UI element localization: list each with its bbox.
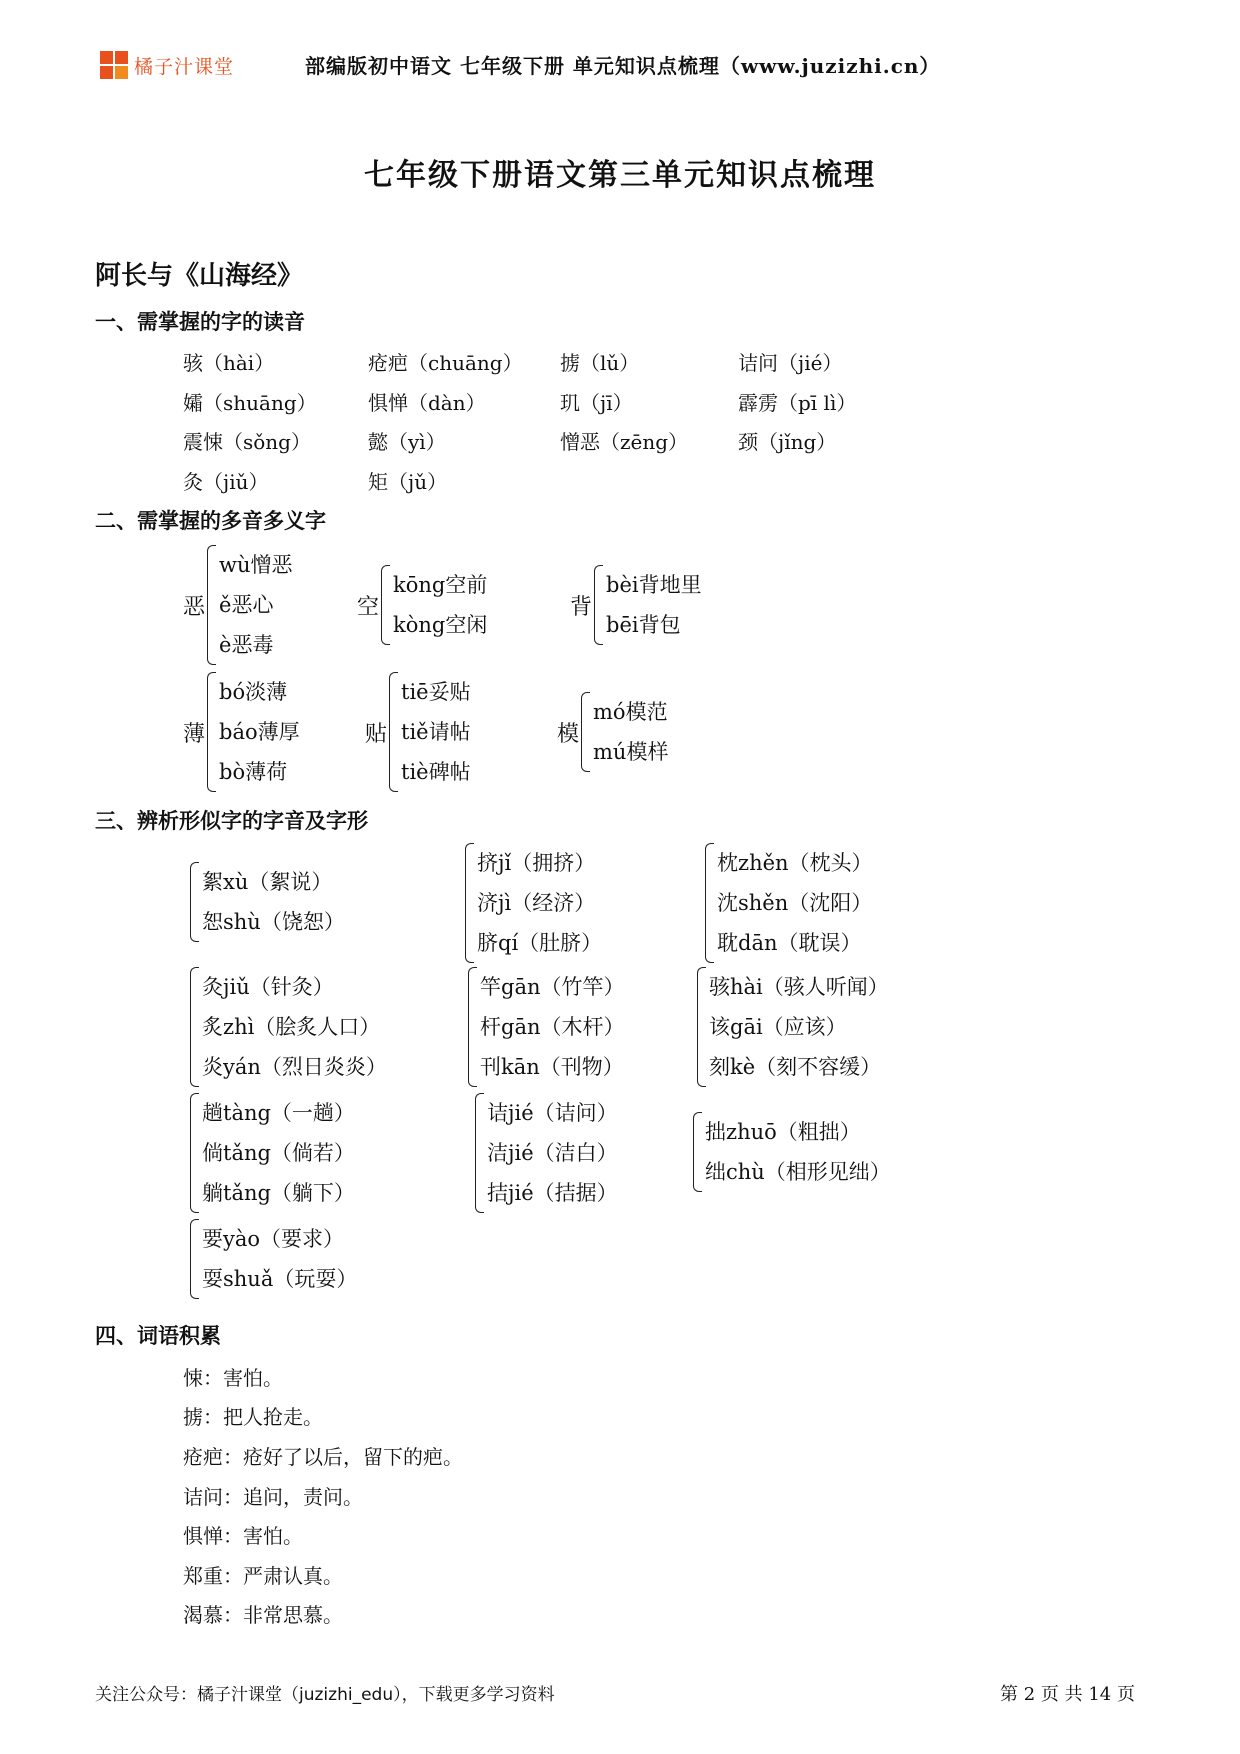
polyphone-group <box>183 545 293 665</box>
reading-item: 矩（jǔ） <box>368 470 448 494</box>
brace <box>207 545 216 665</box>
polyphone-item: wù憎恶 <box>219 553 293 577</box>
lesson-title: 阿长与《山海经》 <box>95 261 304 291</box>
similar-item: 骇hài（骇人听闻） <box>709 975 889 999</box>
reading-item: 疮疤（chuāng） <box>368 351 523 375</box>
similar-item: 拮jié（拮据） <box>487 1181 618 1205</box>
similar-item: 枕zhěn（枕头） <box>717 851 873 875</box>
reading-item: 孀（shuāng） <box>183 391 317 415</box>
similar-group <box>190 1093 355 1213</box>
reading-item: 惧惮（dàn） <box>368 391 486 415</box>
section-heading-similar-chars: 三、辨析形似字的字音及字形 <box>95 808 368 833</box>
polyphone-item: ě恶心 <box>219 593 274 617</box>
reading-item: 颈（jǐng） <box>738 430 837 454</box>
similar-item: 倘tǎng（倘若） <box>202 1141 355 1165</box>
polyphone-item: tiě请帖 <box>401 720 471 744</box>
brace <box>190 1219 199 1299</box>
polyphone-group <box>557 692 668 772</box>
similar-item: 拙zhuō（粗拙） <box>705 1120 861 1144</box>
similar-item: 恕shù（饶恕） <box>202 910 345 934</box>
polyphone-char: 贴 <box>365 721 388 747</box>
similar-item: 要yào（要求） <box>202 1227 345 1251</box>
brace <box>581 692 590 772</box>
polyphone-item: bēi背包 <box>606 613 681 637</box>
reading-item: 霹雳（pī lì） <box>738 391 857 415</box>
vocab-item: 渴慕：非常思慕。 <box>183 1603 343 1627</box>
similar-item: 絮xù（絮说） <box>202 870 333 894</box>
footer-promo: 关注公众号：橘子汁课堂（juzizhi_edu），下载更多学习资料 <box>95 1685 555 1705</box>
polyphone-char: 模 <box>557 721 580 747</box>
similar-item: 脐qí（肚脐） <box>477 931 603 955</box>
similar-item: 趟tàng（一趟） <box>202 1101 355 1125</box>
similar-item: 躺tǎng（躺下） <box>202 1181 355 1205</box>
page-number: 第 2 页 共 14 页 <box>1000 1684 1135 1705</box>
similar-group <box>190 1219 357 1299</box>
similar-group <box>697 967 889 1087</box>
similar-item: 济jì（经济） <box>477 891 596 915</box>
reading-item: 骇（hài） <box>183 351 275 375</box>
page-title: 七年级下册语文第三单元知识点梳理 <box>364 158 876 193</box>
section-heading-readings: 一、需掌握的字的读音 <box>95 309 305 334</box>
brace <box>693 1112 702 1192</box>
similar-item: 洁jié（洁白） <box>487 1141 618 1165</box>
logo-icon <box>100 51 128 79</box>
polyphone-item: tiē妥贴 <box>401 680 471 704</box>
brace <box>190 1093 199 1213</box>
similar-group <box>468 967 625 1087</box>
similar-item: 绌chù（相形见绌） <box>705 1160 891 1184</box>
similar-group <box>190 967 387 1087</box>
similar-item: 灸jiǔ（针灸） <box>202 975 334 999</box>
vocab-item: 诘问：追问，责问。 <box>183 1485 363 1509</box>
similar-group <box>705 843 873 963</box>
section-heading-polyphones: 二、需掌握的多音多义字 <box>95 508 326 533</box>
reading-item: 诘问（jié） <box>738 351 843 375</box>
polyphone-item: mú模样 <box>593 740 669 764</box>
brace <box>705 843 714 963</box>
vocab-item: 郑重：严肃认真。 <box>183 1564 343 1588</box>
polyphone-char: 空 <box>357 594 380 620</box>
polyphone-group <box>570 565 702 645</box>
similar-item: 诘jié（诘问） <box>487 1101 618 1125</box>
brace <box>190 967 199 1087</box>
section-heading-vocab: 四、词语积累 <box>95 1323 221 1348</box>
polyphone-item: è恶毒 <box>219 633 274 657</box>
reading-item: 懿（yì） <box>368 430 446 454</box>
polyphone-item: mó模范 <box>593 700 668 724</box>
similar-item: 炎yán（烈日炎炎） <box>202 1055 387 1079</box>
polyphone-char: 恶 <box>183 594 206 620</box>
brace <box>594 565 603 645</box>
brace <box>475 1093 484 1213</box>
polyphone-item: kōng空前 <box>393 573 488 597</box>
polyphone-item: tiè碑帖 <box>401 760 471 784</box>
similar-item: 沈shěn（沈阳） <box>717 891 873 915</box>
similar-item: 该gāi（应该） <box>709 1015 847 1039</box>
reading-item: 灸（jiǔ） <box>183 470 269 494</box>
similar-item: 杆gān（木杆） <box>480 1015 625 1039</box>
brace <box>207 672 216 792</box>
brace <box>389 672 398 792</box>
brace <box>190 862 199 942</box>
similar-item: 刊kān（刊物） <box>480 1055 624 1079</box>
polyphone-char: 薄 <box>183 721 206 747</box>
similar-group <box>465 843 602 963</box>
header-title: 部编版初中语文 七年级下册 单元知识点梳理（www.juzizhi.cn） <box>305 54 941 78</box>
polyphone-item: bò薄荷 <box>219 760 288 784</box>
reading-item: 震悚（sǒng） <box>183 430 311 454</box>
similar-item: 竿gān（竹竿） <box>480 975 625 999</box>
reading-item: 玑（jī） <box>560 391 633 415</box>
polyphone-group <box>365 672 471 792</box>
polyphone-item: bó淡薄 <box>219 680 288 704</box>
similar-item: 耽dān（耽误） <box>717 931 862 955</box>
logo <box>100 50 234 80</box>
polyphone-group <box>357 565 487 645</box>
polyphone-item: kòng空闲 <box>393 613 488 637</box>
polyphone-char: 背 <box>570 594 593 620</box>
polyphone-item: bèi背地里 <box>606 573 702 597</box>
logo-text: 橘子汁课堂 <box>134 55 235 78</box>
brace <box>697 967 706 1087</box>
vocab-item: 掳：把人抢走。 <box>183 1405 323 1429</box>
vocab-item: 疮疤：疮好了以后，留下的疤。 <box>183 1445 463 1469</box>
polyphone-item: báo薄厚 <box>219 720 300 744</box>
brace <box>465 843 474 963</box>
vocab-item: 悚：害怕。 <box>183 1366 283 1390</box>
brace <box>381 565 390 645</box>
reading-item: 憎恶（zēng） <box>560 430 689 454</box>
polyphone-group <box>183 672 300 792</box>
similar-group <box>693 1112 891 1192</box>
similar-item: 刻kè（刻不容缓） <box>709 1055 882 1079</box>
similar-item: 炙zhì（脍炙人口） <box>202 1015 381 1039</box>
brace <box>468 967 477 1087</box>
similar-item: 挤jǐ（拥挤） <box>477 851 596 875</box>
vocab-item: 惧惮：害怕。 <box>183 1524 303 1548</box>
similar-group <box>190 862 345 942</box>
reading-item: 掳（lǔ） <box>560 351 640 375</box>
similar-item: 耍shuǎ（玩耍） <box>202 1267 358 1291</box>
similar-group <box>475 1093 618 1213</box>
